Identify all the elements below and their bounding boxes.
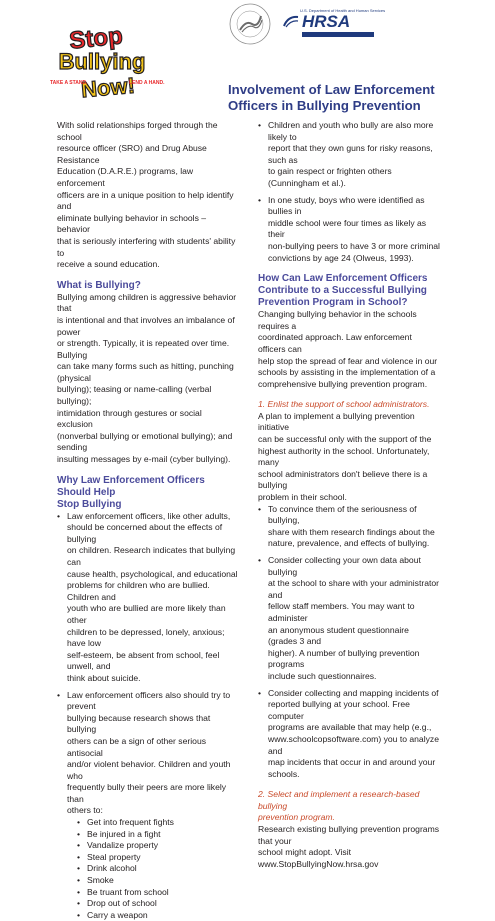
bullet-line: • In one study, boys who were identified as bullies in [268,194,425,217]
hrsa-subtitle: Health Resources and Services Administration [324,56,396,60]
step-2-paragraph [258,824,440,870]
stop-bullying-now-logo [50,22,165,104]
hrsa-name: HRSA [302,12,351,31]
paragraph-line: comprehensive bullying prevention program. [258,378,428,389]
bullet-line: others to: [67,805,103,816]
heading-line: Stop Bullying [57,498,122,510]
paragraph-line: school administrators don't believe there is a bullying [258,468,428,491]
heading-line: Prevention Program in School? [258,297,408,309]
bullet-line: • Law enforcement officers, like other adults, [67,510,231,521]
list-item [258,120,440,190]
bullet-line: bullying because research shows that bullying [67,712,211,735]
hrsa-mark-icon [282,14,300,28]
bullet-line: www.schoolcopsoftware.com) you to analyze and [268,733,439,756]
paragraph-line: problem in their school. [258,492,347,503]
bullet-line: • Consider collecting and mapping incidents of [268,687,439,698]
hrsa-bar [302,32,396,60]
page-title-line-2: Officers in Bullying Prevention [228,98,421,113]
paragraph-line: insulting messages by e-mail (cyber bullying). [57,454,231,465]
heading-line: How Can Law Enforcement Officers [258,273,428,285]
bullet-line: convictions by age 24 (Olweus, 1993). [268,252,414,263]
bullet-line: reported bullying at your school. Free computer [268,699,410,721]
hrsa-logo [282,8,396,60]
list-item: • Vandalize property [67,840,239,852]
list-item: • Steal property [67,852,239,864]
heading-line: Contribute to a Successful Bullying [258,285,427,297]
why-law-enforcement-heading [57,475,239,511]
paragraph-line: can take many forms such as hitting, punching (physical [57,361,234,383]
page-title-line-1: Involvement of Law Enforcement [228,82,435,97]
bullet-line: • Children and youth who bully are also more likely to [268,120,434,142]
list-item: • Drop out of school [67,898,239,910]
bullet-line: youth who are bullied are more likely than other [67,603,226,625]
stopbullyingnow-link[interactable]: www.StopBullyingNow.hrsa.gov [258,858,379,869]
paragraph-line: schools by assisting in the implementation of a [258,367,436,378]
logo-now-text: Now! [80,72,136,103]
bullet-line: middle school were four times as likely as their [268,217,427,240]
bullet-line: non-bullying peers to have 3 or more criminal [268,240,440,251]
bullet-line: others can be a sign of other serious antisocial [67,735,207,758]
intro-line: With solid relationships forged through the school [57,120,218,142]
paragraph-line: school might adopt. Visit [258,847,351,858]
intro-paragraph [57,120,239,271]
list-item [258,555,440,683]
list-item: • Get into frequent fights [67,817,239,829]
logo-stop-text: Stop [68,22,124,55]
bullet-line: an anonymous student questionnaire (grades 3 and [268,624,409,647]
page-title [228,82,478,114]
bullet-line: nature, prevalence, and effects of bullying. [268,538,430,549]
what-is-bullying-paragraph [57,292,239,466]
bullet-line: think about suicide. [67,672,141,683]
intro-line: receive a sound education. [57,259,160,270]
intro-line: that is seriously interfering with students' ability to [57,235,236,258]
step-1-bullet-list [258,504,440,781]
bullet-line: frequently bully their peers are more likely than [67,782,227,804]
heading-line: prevention program. [258,812,335,823]
left-column [57,120,239,921]
list-item: • Smoke [67,875,239,887]
bullet-line: programs are available that may help (e.g., [268,722,432,733]
hrsa-department-text: U.S. Department of Health and Human Services [300,8,386,13]
bullet-line: • Consider collecting your own data about bullying [268,555,421,577]
step-2-heading [258,789,440,824]
list-item [57,690,239,921]
bullet-line: report that they own guns for risky reasons, such as [268,143,433,165]
logo-bullying-text: Bullying [58,49,146,74]
page-header [0,0,495,135]
paragraph-line: Changing bullying behavior in the schools requires a [258,309,417,331]
step-1-heading: 1. Enlist the support of school administrators. [258,399,430,410]
why-bullet-list [57,511,239,921]
heading-line: 2. Select and implement a research-based bullying [258,789,420,811]
bullet-line: should be concerned about the effects of bullying [67,522,223,544]
list-item: • Be injured in a fight [67,829,239,841]
bullet-line: share with them research findings about the [268,526,435,537]
bullet-line: higher). A number of bullying prevention programs [268,647,420,670]
bullet-line: map incidents that occur in and around your schools. [268,757,436,779]
heading-line: Why Law Enforcement Officers Should Help [57,474,205,498]
bullet-line: self-esteem, be absent from school, feel unwell, and [67,649,220,672]
what-is-bullying-heading: What is Bullying? [57,279,141,291]
paragraph-line: A plan to implement a bullying prevention initiative [258,410,415,433]
bullet-line: problems for children who are bullied. Children and [67,580,210,602]
paragraph-line: can be successful only with the support of the [258,434,432,445]
paragraph-line: help stop the spread of fear and violence in our [258,355,438,366]
bullet-line: at the school to share with your administrator and [268,578,440,600]
intro-line: eliminate bullying behavior in schools – behavior [57,212,207,235]
bullet-line: and/or violent behavior. Children and youth who [67,759,231,781]
bullet-line: children to be depressed, lonely, anxious; have low [67,626,225,649]
step-1-paragraph [258,411,440,504]
intro-line: officers are in a unique position to help identify and [57,189,234,212]
behavior-sub-list [67,817,239,921]
risk-bullet-list [258,120,440,264]
list-item: • Carry a weapon [67,910,239,921]
paragraph-line: Bullying among children is aggressive behavior that [57,291,237,314]
list-item: • Be truant from school [67,887,239,899]
paragraph-line: Research existing bullying prevention programs that your [258,824,440,846]
right-column [258,120,440,870]
bullet-line: include such questionnaires. [268,670,377,681]
bullet-line: to gain respect or frighten others (Cunningham et al.). [268,166,392,188]
list-item [258,195,440,265]
intro-line: resource officer (SRO) and Drug Abuse Resistance [57,143,207,165]
list-item [258,688,440,781]
intro-line: Education (D.A.R.E.) programs, law enforcement [57,166,194,188]
paragraph-line: intimidation through gestures or social exclusion [57,407,202,430]
paragraph-line: coordinated approach. Law enforcement officers can [258,332,412,354]
paragraph-line: (nonverbal bullying or emotional bullying); and sending [57,430,233,453]
bullet-line: • To convince them of the seriousness of bullying, [268,503,417,526]
paragraph-line: highest authority in the school. Unfortunately, many [258,445,430,468]
paragraph-line: or strength. Typically, it is repeated over time. Bullying [57,338,230,360]
list-item: • Drink alcohol [67,863,239,875]
list-item [57,511,239,685]
bullet-line: fellow staff members. You may want to administer [268,601,415,623]
paragraph-line: bullying); teasing or name-calling (verbal bullying); [57,384,212,407]
bullet-line: • Law enforcement officers also should try to prevent [67,689,231,712]
bullet-line: cause health, psychological, and educational [67,568,238,579]
paragraph-line: is intentional and that involves an imbalance of power [57,314,235,337]
list-item [258,504,440,550]
logo-tagline-left: TAKE A STAND. [50,80,88,86]
how-can-officers-paragraph [258,309,440,390]
bullet-line: on children. Research indicates that bullying can [67,545,236,567]
logo-tagline-right: LEND A HAND. [129,80,165,86]
how-can-officers-heading [258,273,440,309]
hhs-seal-icon [228,2,272,46]
